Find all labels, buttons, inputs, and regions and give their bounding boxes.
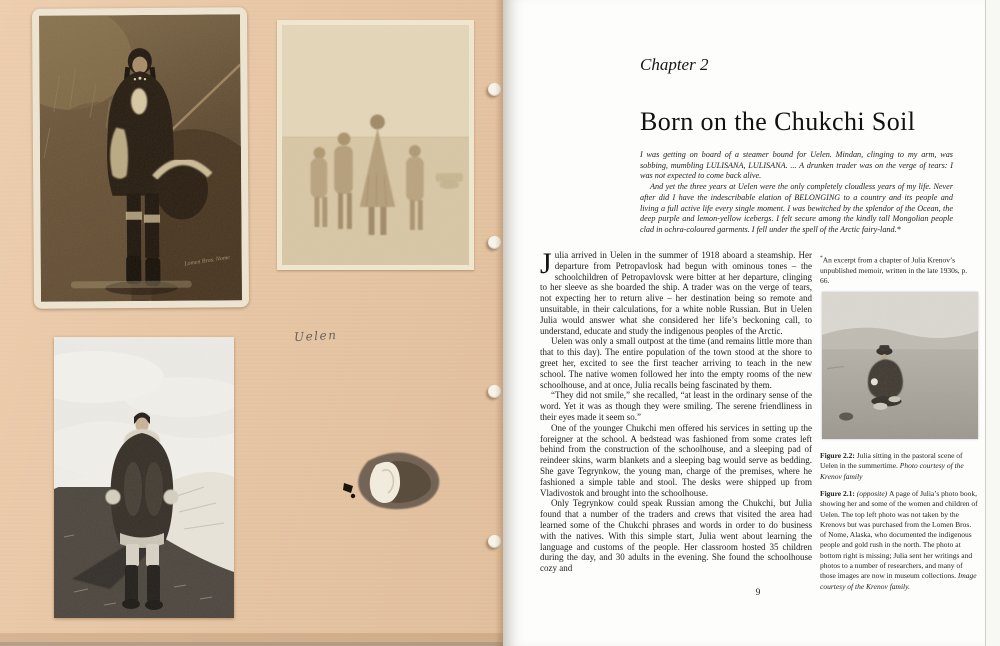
figure-2-1-opposite: (opposite) xyxy=(854,489,890,498)
body-paragraph: Uelen was only a small outpost at the time (and remains little more than that to this day). The entire population of the town stood at the shore to greet her, excited to see the first teacher arriving to teach in the new school. The native women followed her into the empty rooms of the new schoolhouse, and at once, Julia recalls being fascinated by them. xyxy=(540,336,812,390)
photo-woman-parka xyxy=(54,337,234,618)
footnote-text: An excerpt from a chapter of Julia Krenov’s unpublished memoir, written in the late 1930s, p. 66. xyxy=(820,255,968,285)
figure-2-2-photo xyxy=(822,292,978,439)
epigraph-paragraph: And yet the three years at Uelen were the only completely cloudless years of my life. Never after did I have the indescribable elation of BELONGING to a country and its people and living a full active life every single moment. I was bewitched by the splendor of the Ocean, the deep purple and lemon-yellow icebergs. I felt secure among the kindly tall Mongolian people clad in ochra-coloured garments. I fell under the spell of the Arctic fairy-land.* xyxy=(640,182,953,234)
footnote xyxy=(820,253,977,286)
figure-2-2-label: Figure 2.2: xyxy=(820,451,855,460)
drop-cap: J xyxy=(540,247,552,280)
album-page-bottom-edge xyxy=(0,642,503,646)
body-text-column xyxy=(540,247,812,574)
figure-2-2-text: Julia sitting in the pastoral scene of Uelen in the summertime. xyxy=(820,451,963,471)
binder-hole xyxy=(488,535,501,548)
torn-patch-illustration xyxy=(338,443,453,515)
chapter-title: Born on the Chukchi Soil xyxy=(640,107,916,136)
body-paragraph: Only Tegrynkow could speak Russian among the Chukchi, but Julia found that a number of the traders and crews that visited the area had learned some of the Chukchi phrases and words in order to do business with the natives. With this simple start, Julia went about learning the language and customs of the people. Her classroom hosted 35 children during the day, and 30 adults in the evening. She found the schoolhouse cozy and xyxy=(540,498,812,574)
photo-group-illustration xyxy=(282,25,469,265)
figure-2-1-credit: Image courtesy of the Krenov family. xyxy=(820,571,977,591)
page-edge-margin xyxy=(986,0,1000,646)
binder-hole xyxy=(488,83,501,96)
figure-2-1-caption xyxy=(820,489,978,592)
photo-woman-standing-illustration xyxy=(39,14,242,301)
figure-2-1-text: A page of Julia’s photo book, showing her and some of the women and children of Uelen. The top left photo was not taken by the Krenovs but was purchased from the Lomen Bros. of Nome, Alaska, who documented the indigenous people and gold rush in the north. The photo at bottom right is missing; Julia sent her writings and photos to a number of researchers, and many of those images are now in museum collections. xyxy=(820,489,978,581)
body-paragraph xyxy=(540,247,812,336)
body-paragraph: “They did not smile,” she recalled, “at least in the ordinary sense of the word. Yet it was as though they were smiling. The serene friendliness in their eyes made it seem so.” xyxy=(540,390,812,422)
page-edge-line xyxy=(985,0,986,646)
page-number: 9 xyxy=(755,588,761,598)
missing-photo-remnant xyxy=(338,443,453,515)
binder-hole xyxy=(488,236,501,249)
photo-woman-standing-postcard xyxy=(32,7,249,308)
figure-2-2-illustration xyxy=(822,292,978,439)
chapter-label: Chapter 2 xyxy=(640,55,709,74)
body-paragraph: One of the younger Chukchi men offered his services in setting up the foreigner at the school. A bedstead was fashioned from some crates left behind from the construction of the schoolhouse, and a sleeping pad of reindeer skins, warm blankets and a sleeping bag would serve as bedding. She gave Tegrynkow, the young man, charge of the premises, where he fashioned a simple table and stool. The desks were shipped up from Vladivostok and brought into the schoolhouse. xyxy=(540,422,812,498)
binder-hole xyxy=(488,385,501,398)
epigraph xyxy=(640,150,953,236)
figure-2-1-label: Figure 2.1: xyxy=(820,489,855,498)
footnote-asterisk: * xyxy=(820,255,823,261)
body-paragraph-text: ulia arrived in Uelen in the summer of 1918 aboard a steamship. Her departure from Petropavlosk had begun with ominous tones – the schoolchildren of Petropavlovsk were bitter at her departure, clinging to her sleeve as she boarded the ship. A trader was on the verge of tears, not expecting her to return alive – her destination being so remote and unsuitable, in their calculations, for a white noble Russian. But in Uelen Julia would answer what she considered her life’s beckoning call, to understand, educate and study the indigenous peoples of the Arctic. xyxy=(540,250,812,336)
figure-2-2-caption xyxy=(820,451,978,482)
album-page-bottom-shade xyxy=(0,633,503,642)
figure-2-2-credit: Photo courtesy of the Krenov family xyxy=(820,461,964,481)
photo-group-faded xyxy=(277,20,474,270)
photo-woman-parka-illustration xyxy=(54,337,234,618)
handwritten-note-uelen: Uelen xyxy=(293,327,338,345)
epigraph-paragraph: I was getting on board of a steamer bound for Uelen. Mindan, clinging to my arm, was sobbing, mumbling LULISANA, LULISANA. ... A drunken trader was on the verge of tears: I was not expected to come back alive. xyxy=(640,150,953,181)
book-page xyxy=(503,0,1000,646)
